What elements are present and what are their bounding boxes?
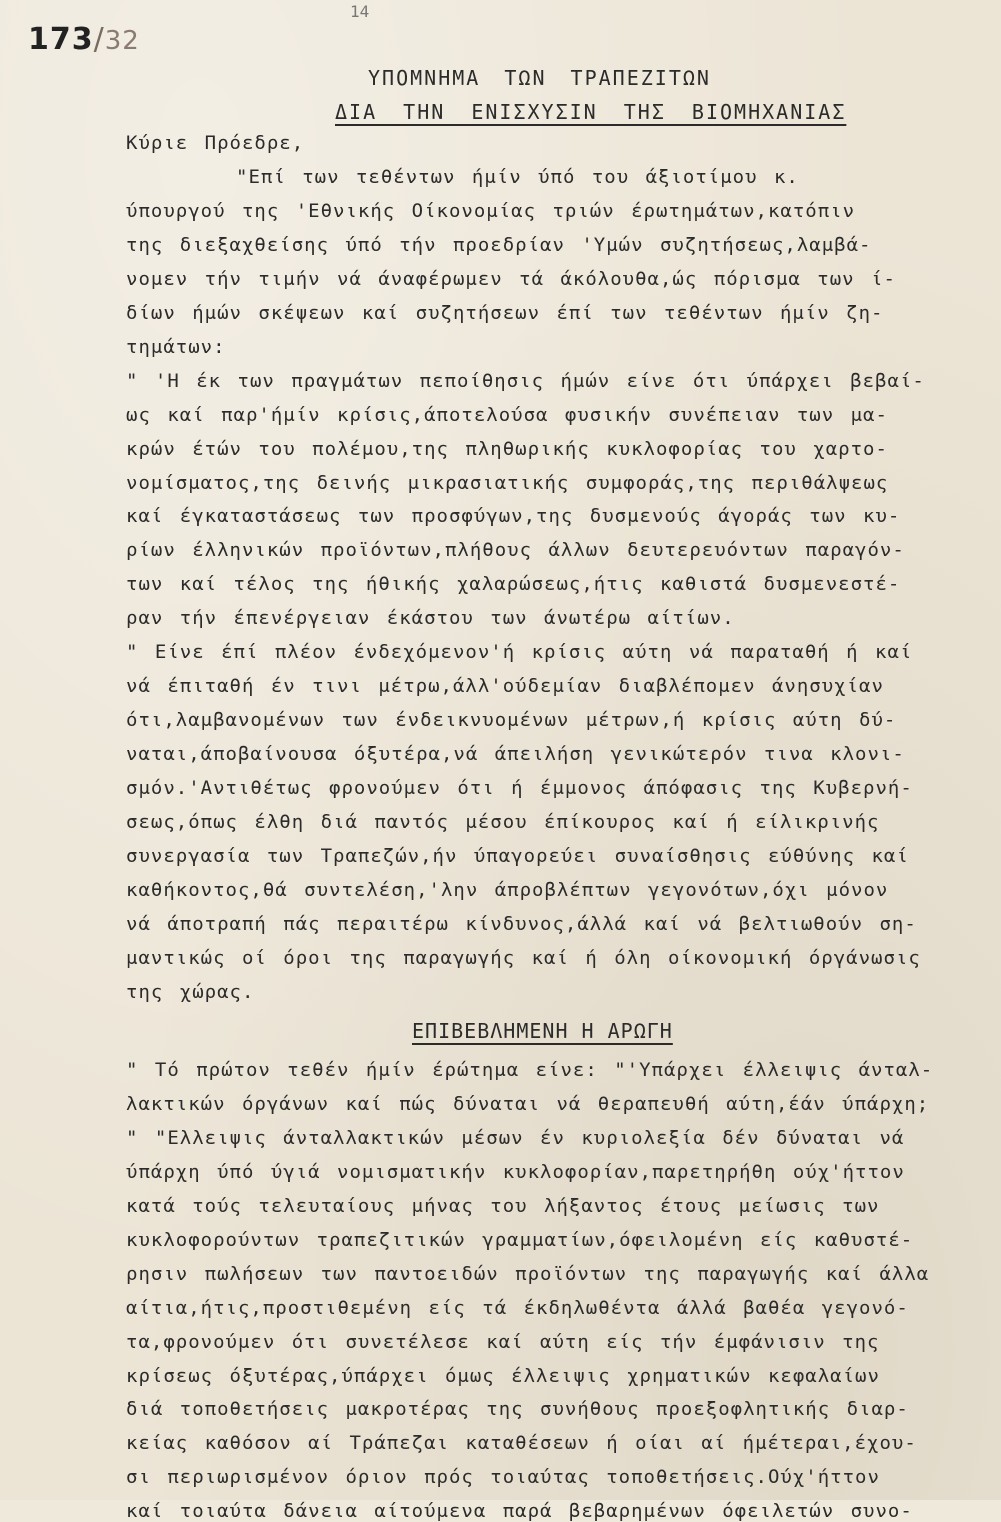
text-line: ρίων έλληνικών προϊόντων,πλήθους άλλων δευτερευόντων παραγόν- [126, 539, 905, 562]
text-line: σμόν.'Αντιθέτως φρονούμεν ότι ή έμμονος άπόφασις της Κυβερνή- [126, 777, 913, 800]
text-line: καθήκοντος,θά συντελέση,'λην άπροβλέπτων γεγονότων,όχι μόνον [126, 878, 889, 901]
folio-slash: / [93, 22, 105, 57]
salutation: Κύριε Πρόεδρε, [126, 132, 305, 154]
text-line: λακτικών όργάνων καί πώς δύναται νά θεραπευθή αύτη,έάν ύπάρχη; [126, 1092, 930, 1115]
text-line: " "Ελλειψις άνταλλακτικών μέσων έν κυριολεξία δέν δύναται νά [126, 1126, 905, 1149]
text-line: διά τοποθετήσεις μακροτέρας της συνήθους προεξοφλητικής διαρ- [126, 1398, 909, 1421]
text-line: ραν τήν έπενέργειαν έκάστου των άνωτέρω αίτίων. [126, 607, 735, 630]
text-line: των καί τέλος της ήθικής χαλαρώσεως,ήτις καθιστά δυσμενεστέ- [126, 573, 901, 596]
text-line: κατά τούς τελευταίους μήνας του λήξαντος έτους μείωσις των [126, 1194, 880, 1217]
text-line: ως καί παρ'ήμίν κρίσις,άποτελούσα φυσικήν συνέπειαν των μα- [126, 403, 888, 426]
folio-sub: 32 [104, 26, 140, 56]
text-line: ότι,λαμβανομένων των ένδεικνυομένων μέτρων,ή κρίσις αύτη δύ- [126, 709, 897, 732]
section-heading: ΕΠΙΒΕΒΛΗΜΕΝΗ Η ΑΡΩΓΗ [412, 1018, 673, 1043]
page-mark: 14 [350, 2, 370, 21]
folio-main: 173 [28, 22, 94, 57]
text-line: δίων ήμών σκέψεων καί συζητήσεων έπί των τεθέντων ήμίν ζη- [126, 301, 884, 324]
text-line: νά έπιταθή έν τινι μέτρω,άλλ'ούδεμίαν διαβλέπομεν άνησυχίαν [126, 675, 884, 698]
text-line: νομεν τήν τιμήν νά άναφέρωμεν τά άκόλουθα,ώς πόρισμα των ί- [126, 267, 896, 290]
text-line: της διεξαχθείσης ύπό τήν προεδρίαν 'Υμών συζητήσεως,λαμβά- [126, 233, 872, 256]
text-line: " Είνε έπί πλέον ένδεχόμενον'ή κρίσις αύτη νά παραταθή ή καί [126, 641, 913, 664]
text-line: ύπάρχη ύπό ύγιά νομισματικήν κυκλοφορίαν,παρετηρήθη ούχ'ήττον [126, 1160, 905, 1183]
text-line: καί έγκαταστάσεως των προσφύγων,της δυσμενούς άγοράς των κυ- [126, 505, 901, 528]
text-line: αίτια,ήτις,προστιθεμένη είς τά έκδηλωθέντα άλλά βαθέα γεγονό- [126, 1296, 909, 1319]
document-title: ΥΠΟΜΝΗΜΑ ΤΩΝ ΤΡΑΠΕΖΙΤΩΝ [368, 66, 711, 90]
text-line: " 'Η έκ των πραγμάτων πεποίθησις ήμών είνε ότι ύπάρχει βεβαί- [126, 369, 925, 392]
text-line: σι περιωρισμένον όριον πρός τοιαύτας τοποθετήσεις.Ούχ'ήττον [126, 1466, 880, 1489]
text-line: σεως,όπως έλθη διά παντός μέσου έπίκουρος καί ή είλικρινής [126, 811, 880, 834]
text-line: "Επί των τεθέντων ήμίν ύπό του άξιοτίμου κ. [236, 165, 799, 188]
text-line: τημάτων: [126, 335, 226, 358]
document-subtitle: ΔΙΑ ΤΗΝ ΕΝΙΣΧΥΣΙΝ ΤΗΣ ΒΙΟΜΗΧΑΝΙΑΣ [335, 100, 847, 124]
text-line: νομίσματος,της δεινής μικρασιατικής συμφοράς,της περιθάλψεως [126, 471, 889, 494]
text-line: " Τό πρώτον τεθέν ήμίν έρώτημα είνε: "'Υπάρχει έλλειψις άνταλ- [126, 1058, 934, 1081]
text-line: καί τοιαύτα δάνεια αίτούμενα παρά βεβαρημένων όφειλετών συνο- [126, 1500, 913, 1522]
text-line: ναται,άποβαίνουσα όξυτέρα,νά άπειλήση γενικώτερόν τινα κλονι- [126, 743, 905, 766]
text-line: μαντικώς οί όροι της παραγωγής καί ή όλη οίκονομική όργάνωσις [126, 946, 921, 969]
text-line: κείας καθόσον αί Τράπεζαι καταθέσεων ή οίαι αί ήμέτεραι,έχου- [126, 1432, 917, 1455]
text-line: κρίσεως όξυτέρας,ύπάρχει όμως έλλειψις χρηματικών κεφαλαίων [126, 1364, 880, 1387]
text-line: νά άποτραπή πάς περαιτέρω κίνδυνος,άλλά καί νά βελτιωθούν ση- [126, 912, 917, 935]
text-line: της χώρας. [126, 980, 255, 1003]
text-line: ρησιν πωλήσεων των παντοειδών προϊόντων της παραγωγής καί άλλα [126, 1262, 930, 1285]
text-line: ύπουργού της 'Εθνικής Οίκονομίας τριών έρωτημάτων,κατόπιν [126, 199, 856, 222]
text-line: κυκλοφορούντων τραπεζιτικών γραμματίων,όφειλομένη είς καθυστέ- [126, 1228, 914, 1251]
text-line: τα,φρονούμεν ότι συνετέλεσε καί αύτη είς τήν έμφάνισιν της [126, 1330, 880, 1353]
folio-number [28, 22, 140, 57]
text-line: κρών έτών του πολέμου,της πληθωρικής κυκλοφορίας του χαρτο- [126, 437, 888, 460]
text-line: συνεργασία των Τραπεζών,ήν ύπαγορεύει συναίσθησις εύθύνης καί [126, 845, 909, 868]
